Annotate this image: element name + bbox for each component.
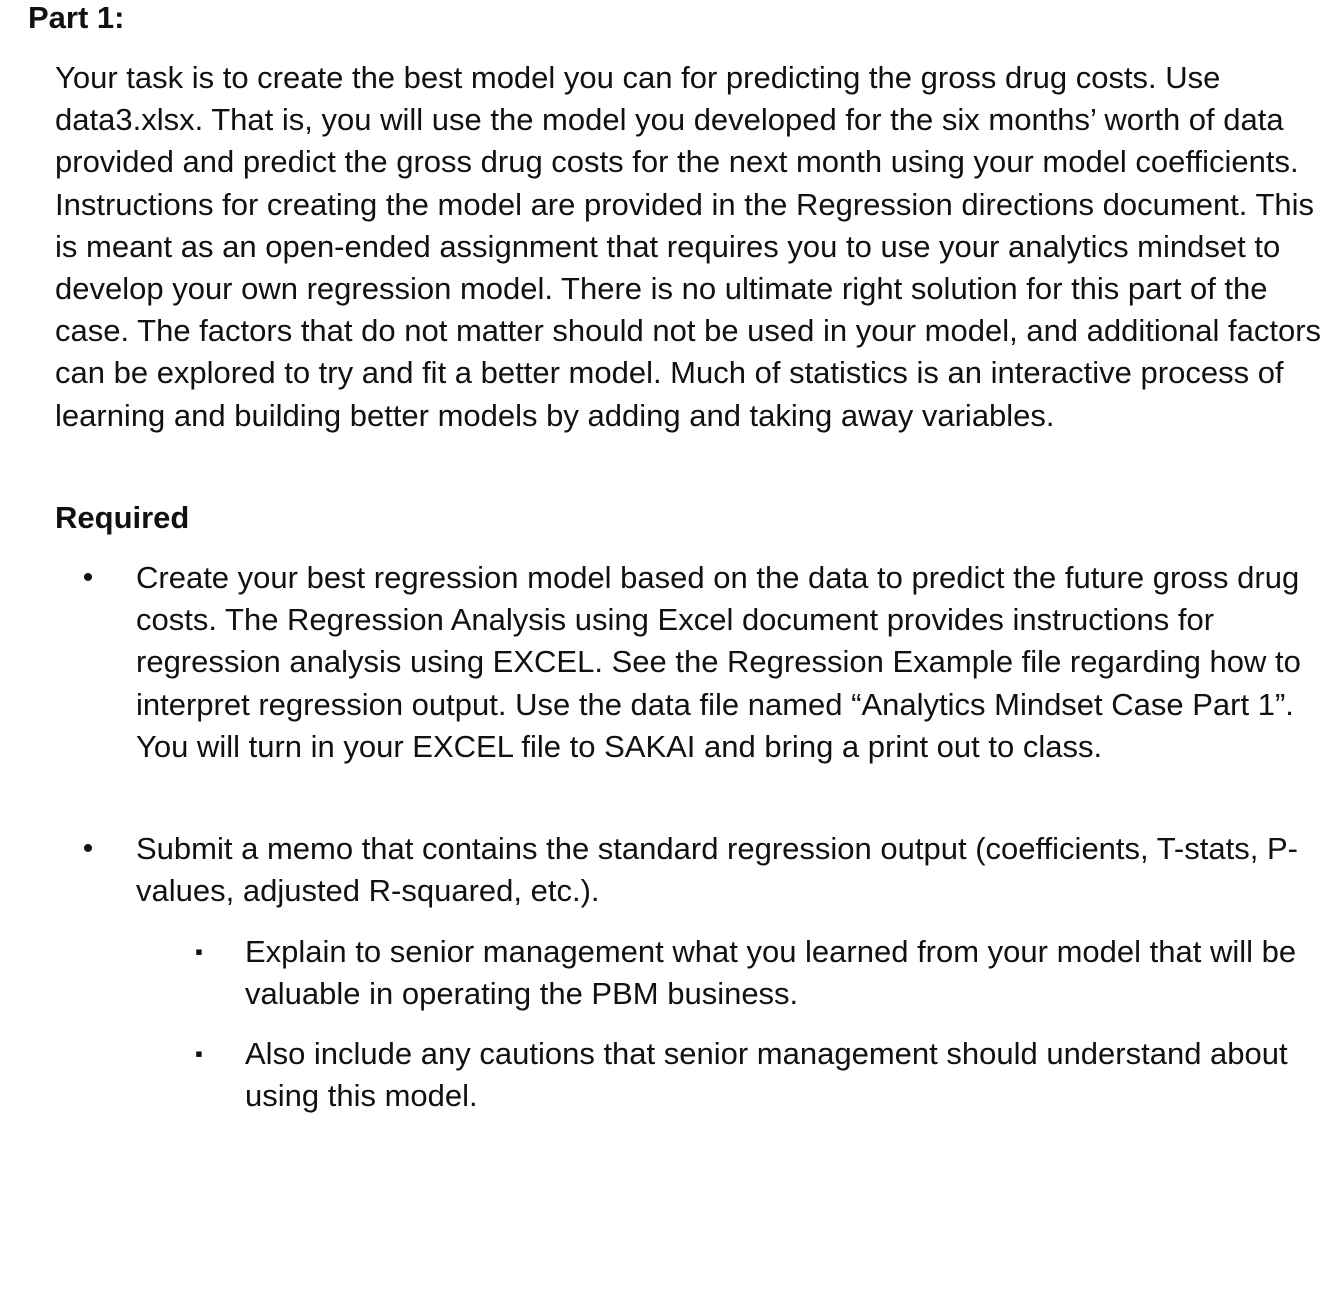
bullet-dot-icon: • (82, 832, 94, 865)
intro-paragraph: Your task is to create the best model you can for predicting the gross drug costs. Use data3.xlsx. That is, you will use the model you developed for the six months’ worth of data provided and predict the gross drug costs for the next month using your model coefficients. Instructions for creating the model are provided in the Regression directions document. This is meant as an open-ended assignment that requires you to use your analytics mindset to develop your own regression model. There is no ultimate right solution for this part of the case. The factors that do not matter should not be used in your model, and additional factors can be explored to try and fit a better model. Much of statistics is an interactive process of learning and building better models by adding and taking away variables. (55, 60, 1322, 433)
square-bullet-icon: ▪ (195, 1041, 203, 1066)
required-heading: Required (55, 500, 190, 535)
square-bullet-icon: ▪ (195, 939, 203, 964)
bullet-text: Create your best regression model based on the data to predict the future gross drug costs. The Regression Analysis using Excel document provides instructions for regression analysis using EXCEL. See the Regression Example file regarding how to interpret regression output. Use the data file named “Analytics Mindset Case Part 1”. You will turn in your EXCEL file to SAKAI and bring a print out to class. (136, 560, 1301, 764)
sub-bullet-text: Explain to senior management what you learned from your model that will be valuable in operating the PBM business. (245, 934, 1297, 1012)
bullet-text: Submit a memo that contains the standard regression output (coefficients, T-stats, P-values, adjusted R-squared, etc.). (136, 831, 1298, 909)
bullet-dot-icon: • (82, 561, 94, 594)
sub-bullet-text: Also include any cautions that senior management should understand about using this model. (245, 1036, 1288, 1114)
part-heading: Part 1: (28, 0, 125, 35)
